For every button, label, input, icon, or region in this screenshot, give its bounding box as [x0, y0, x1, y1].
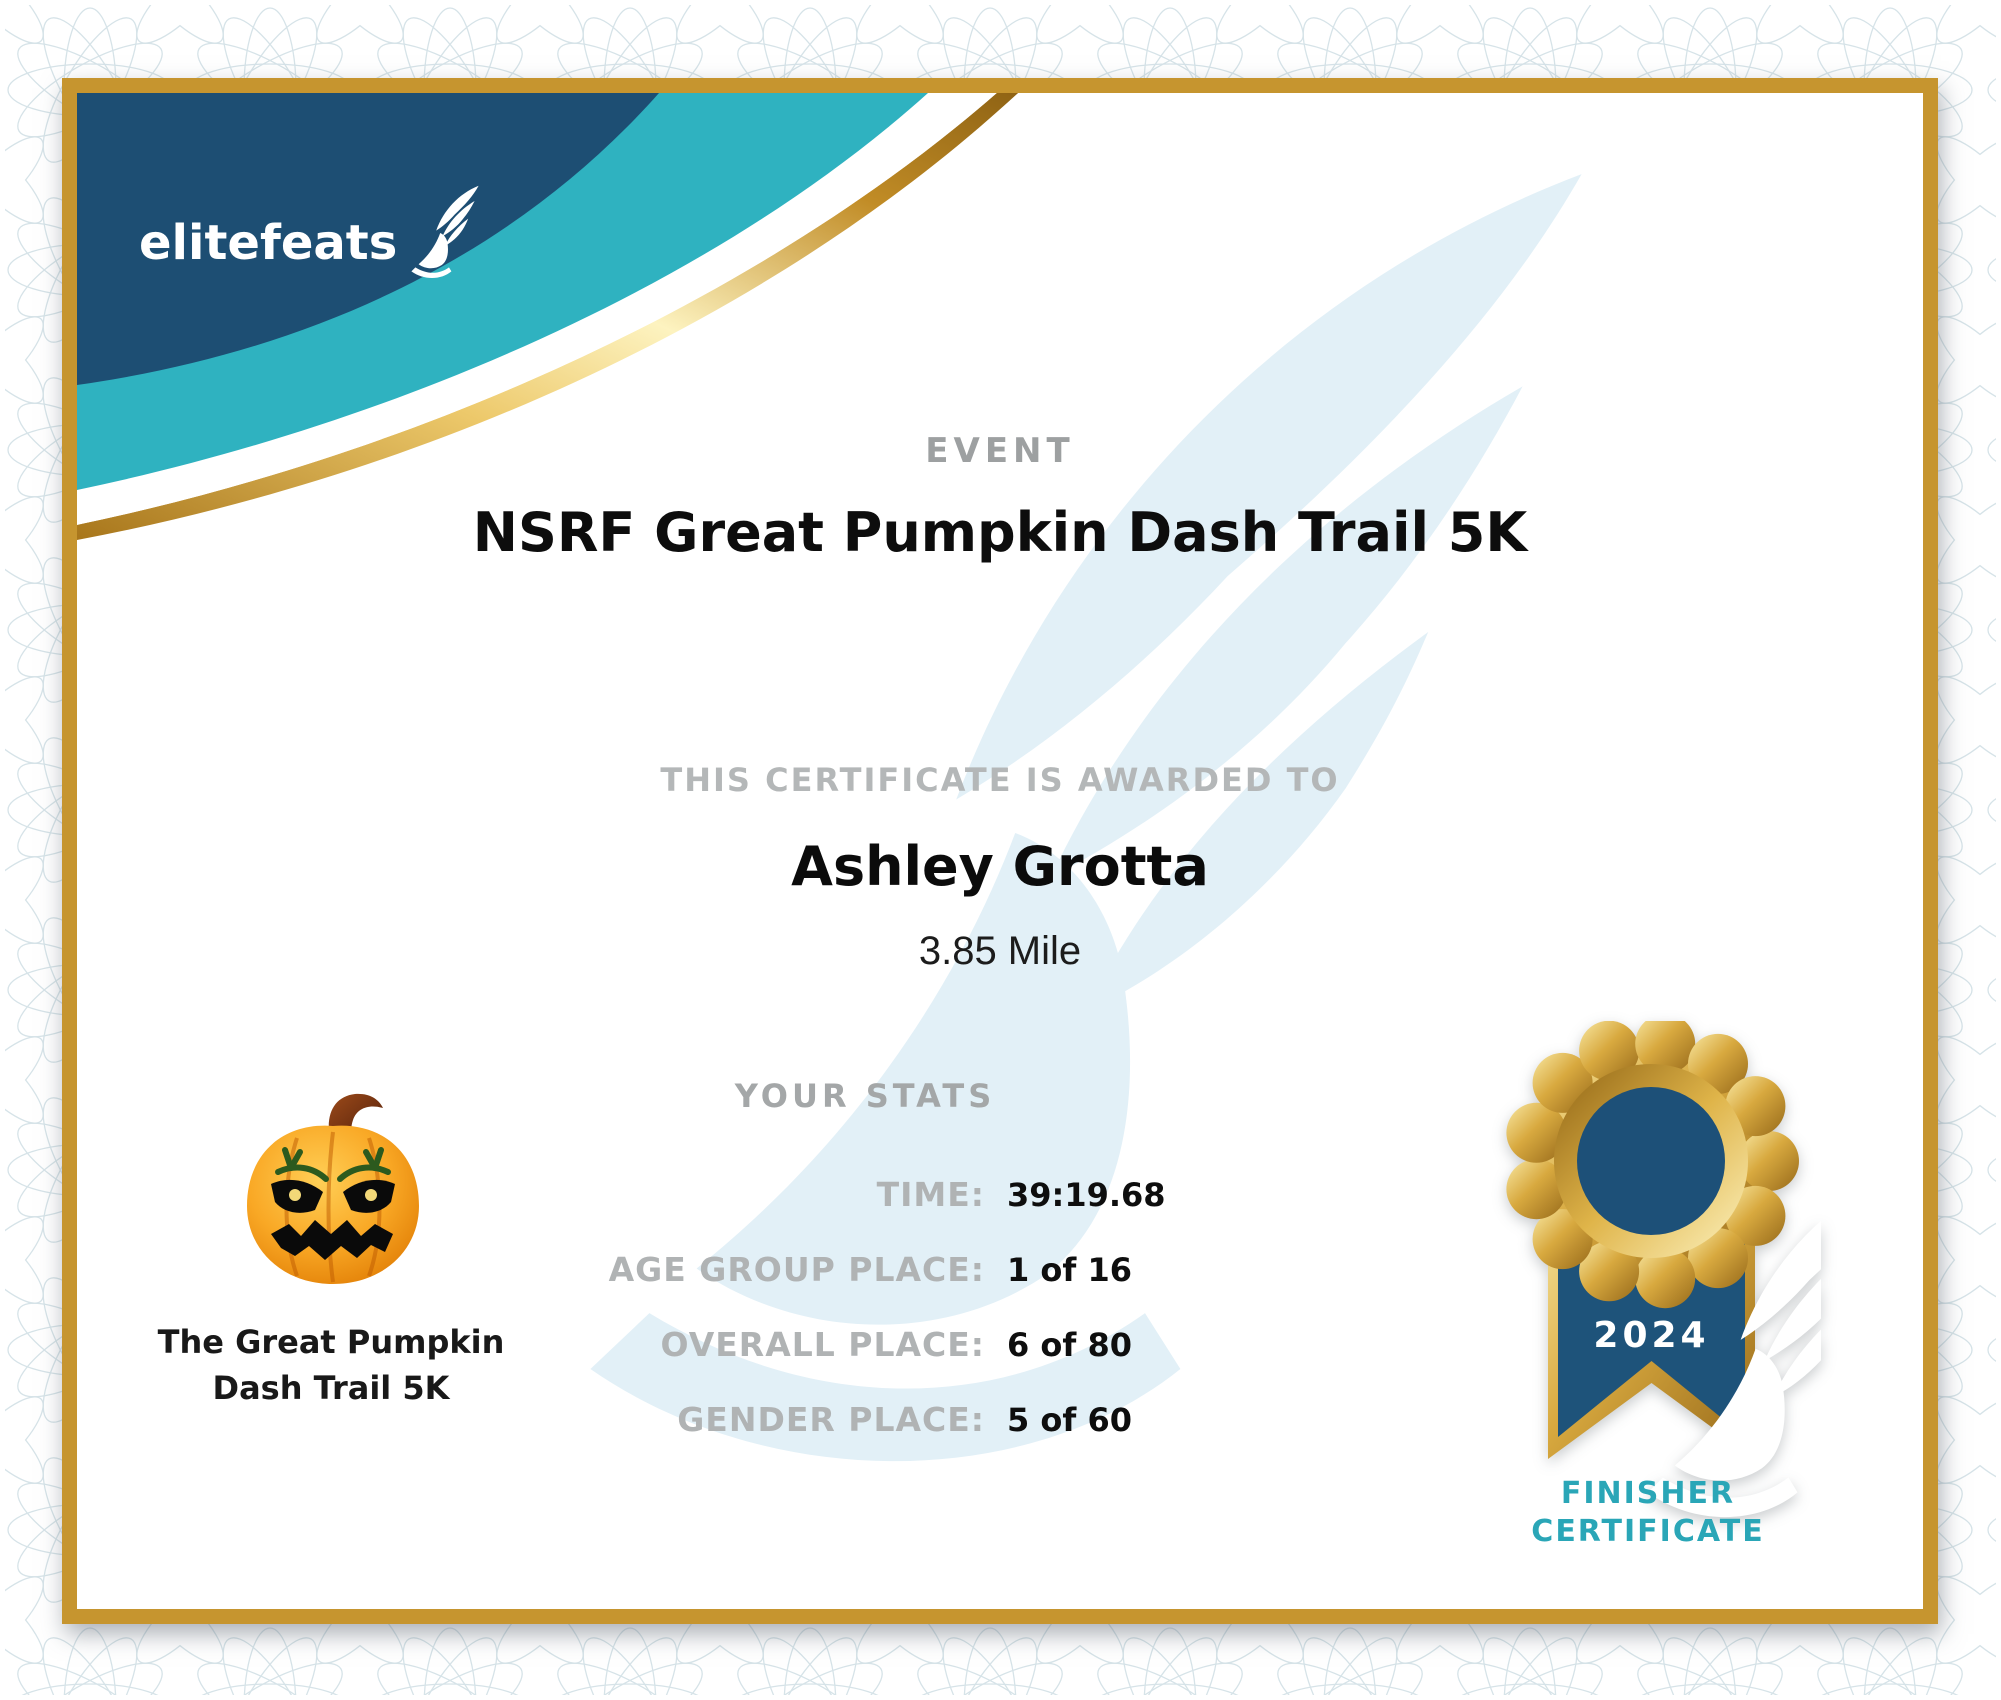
stat-value: 5 of 60 [1007, 1401, 1132, 1439]
recipient-name: Ashley Grotta [791, 835, 1209, 898]
stat-label: AGE GROUP PLACE: [608, 1250, 985, 1289]
pumpkin-icon [233, 1086, 433, 1291]
stat-value: 1 of 16 [1007, 1251, 1132, 1289]
certificate-body [77, 93, 1923, 1609]
winged-foot-icon [401, 185, 481, 281]
event-logo-caption-line2: Dash Trail 5K [212, 1369, 450, 1408]
award-intro: THIS CERTIFICATE IS AWARDED TO [660, 761, 1340, 799]
stat-label: OVERALL PLACE: [660, 1325, 985, 1364]
stat-value: 6 of 80 [1007, 1326, 1132, 1364]
stat-label: TIME: [876, 1175, 985, 1214]
elitefeats-logo [139, 185, 481, 281]
stat-value: 39:19.68 [1007, 1176, 1166, 1214]
header-wave [77, 93, 1127, 563]
race-distance: 3.85 Mile [918, 929, 1082, 973]
finisher-label-line2: CERTIFICATE [1531, 1513, 1765, 1549]
event-title: NSRF Great Pumpkin Dash Trail 5K [472, 501, 1528, 564]
event-logo-caption-line1: The Great Pumpkin [157, 1323, 505, 1361]
stat-label: GENDER PLACE: [677, 1400, 985, 1439]
certificate-frame [62, 78, 1938, 1624]
elitefeats-logo-text: elitefeats [139, 215, 398, 271]
event-logo-caption [121, 1319, 541, 1412]
badge-year: 2024 [1593, 1315, 1710, 1356]
finisher-certificate-label [1448, 1475, 1848, 1550]
event-label: EVENT [925, 431, 1075, 471]
finisher-label-line1: FINISHER [1560, 1476, 1736, 1511]
stats-heading: YOUR STATS [734, 1077, 996, 1115]
